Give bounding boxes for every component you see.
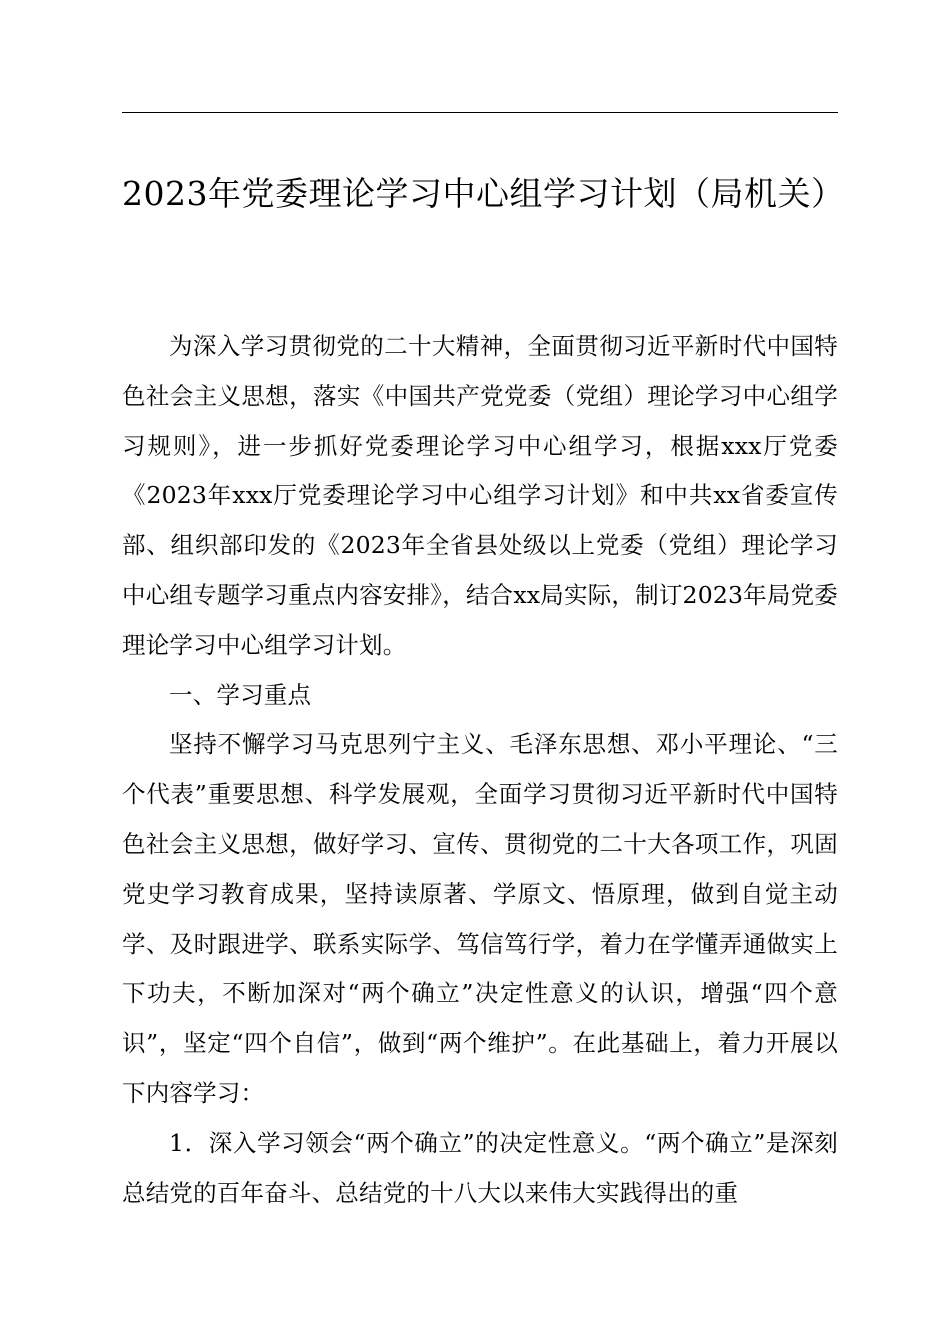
- document-title: 2023年党委理论学习中心组学习计划（局机关）: [122, 174, 845, 213]
- intro-paragraph: 为深入学习贯彻党的二十大精神，全面贯彻习近平新时代中国特色社会主义思想，落实《中国共产党党委（党组）理论学习中心组学习规则》，进一步抓好党委理论学习中心组学习，根据xxx厅党委《2023年xxx厅党委理论学习中心组学习计划》和中共xx省委宣传部、组织部印发的《2023年全省县处级以上党委（党组）理论学习中心组专题学习重点内容安排》，结合xx局实际，制订2023年局党委理论学习中心组学习计划。: [122, 332, 838, 659]
- header-rule: [122, 112, 838, 113]
- study-focus-paragraph: 坚持不懈学习马克思列宁主义、毛泽东思想、邓小平理论、“三个代表”重要思想、科学发展观，全面学习贯彻习近平新时代中国特色社会主义思想，做好学习、宣传、贯彻党的二十大各项工作，巩固党史学习教育成果，坚持读原著、学原文、悟原理，做到自觉主动学、及时跟进学、联系实际学、笃信笃行学，着力在学懂弄通做实上下功夫，不断加深对“两个确立”决定性意义的认识，增强“四个意识”，坚定“四个自信”，做到“两个维护”。在此基础上，着力开展以下内容学习：: [122, 730, 838, 1107]
- item-1-paragraph: 1．深入学习领会“两个确立”的决定性意义。“两个确立”是深刻总结党的百年奋斗、总结党的十八大以来伟大实践得出的重: [122, 1128, 838, 1207]
- document-body: [122, 322, 838, 1218]
- section-heading-study-focus: 一、学习重点: [169, 680, 312, 709]
